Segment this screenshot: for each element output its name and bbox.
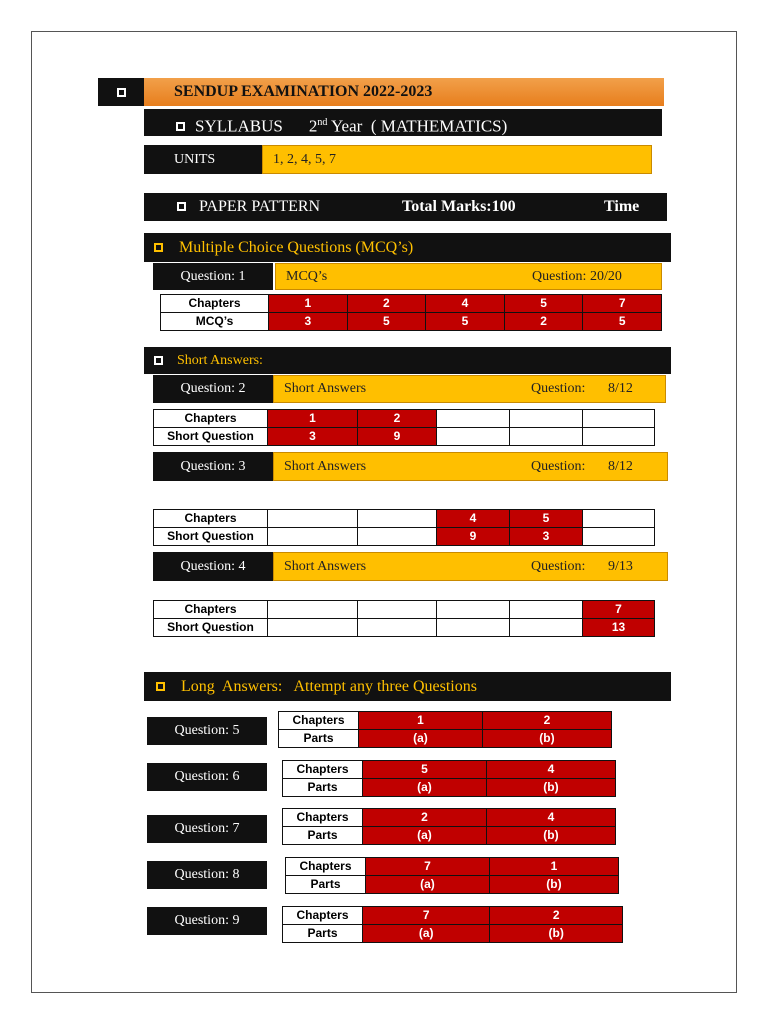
row-label: Chapters xyxy=(154,601,268,619)
table-cell xyxy=(358,528,437,546)
question-4-info-bar xyxy=(273,552,668,581)
row-label: Parts xyxy=(283,925,363,943)
row-label: Chapters xyxy=(161,295,269,313)
table-cell: (a) xyxy=(359,730,483,748)
row-label: Chapters xyxy=(286,858,366,876)
question-2-info-bar xyxy=(273,375,666,403)
table-row xyxy=(279,712,612,730)
checkbox-icon xyxy=(177,202,186,211)
table-cell: 2 xyxy=(347,295,426,313)
header-checkbox-tile xyxy=(98,78,144,106)
question-6-label: Question: 6 xyxy=(174,769,240,784)
question-9-label: Question: 9 xyxy=(174,913,240,928)
table-row xyxy=(161,313,662,331)
syllabus-label: SYLLABUS xyxy=(195,116,283,136)
question-4-type: Short Answers xyxy=(284,559,367,574)
row-label: Parts xyxy=(286,876,366,894)
units-value: 1, 2, 4, 5, 7 xyxy=(273,152,336,167)
question-4-count: 9/13 xyxy=(608,559,633,574)
units-label: UNITS xyxy=(174,152,216,167)
table-row xyxy=(283,809,616,827)
row-label: Parts xyxy=(279,730,359,748)
row-label: Short Question xyxy=(154,528,268,546)
question-3-type: Short Answers xyxy=(284,459,367,474)
question-1-label: Question: 1 xyxy=(180,268,246,284)
row-label: Chapters xyxy=(154,510,268,528)
checkbox-icon xyxy=(117,88,126,97)
question-2-label: Question: 2 xyxy=(180,381,246,396)
table-cell: 5 xyxy=(363,761,487,779)
short-section-title: Short Answers: xyxy=(177,353,263,368)
table-cell xyxy=(510,428,583,446)
table-cell xyxy=(268,619,358,637)
table-cell xyxy=(583,428,655,446)
question-5-label: Question: 5 xyxy=(174,723,240,738)
table-cell: 5 xyxy=(347,313,426,331)
table-cell xyxy=(268,601,358,619)
row-label: Parts xyxy=(283,779,363,797)
table-row xyxy=(154,510,655,528)
subject-title: ( MATHEMATICS) xyxy=(370,116,508,136)
checkbox-icon xyxy=(176,122,185,131)
mcq-section-header xyxy=(144,233,671,262)
table-row xyxy=(283,761,616,779)
table-cell: (b) xyxy=(482,730,611,748)
question-2-table xyxy=(153,409,655,446)
table-cell: 2 xyxy=(490,907,623,925)
question-1-info-bar xyxy=(275,263,662,290)
row-label: Parts xyxy=(283,827,363,845)
table-cell: (a) xyxy=(363,925,490,943)
question-5-label-tile xyxy=(147,717,267,745)
table-cell: 7 xyxy=(363,907,490,925)
checkbox-icon xyxy=(156,682,165,691)
table-row xyxy=(154,428,655,446)
table-cell: (a) xyxy=(363,827,487,845)
table-cell: 2 xyxy=(482,712,611,730)
table-row xyxy=(286,858,619,876)
table-cell xyxy=(437,410,510,428)
table-cell: (b) xyxy=(486,827,615,845)
table-row xyxy=(154,410,655,428)
table-cell: 9 xyxy=(437,528,510,546)
row-label: Chapters xyxy=(283,907,363,925)
table-cell: 1 xyxy=(489,858,618,876)
table-cell: 1 xyxy=(268,410,358,428)
table-cell: 1 xyxy=(359,712,483,730)
table-cell xyxy=(583,410,655,428)
table-cell: 2 xyxy=(358,410,437,428)
question-3-count-label: Question: xyxy=(531,459,586,474)
table-cell xyxy=(268,528,358,546)
table-cell: 5 xyxy=(426,313,505,331)
syllabus-bar xyxy=(144,109,662,136)
question-3-label-tile xyxy=(153,452,273,481)
year-superscript: nd xyxy=(317,117,328,128)
units-label-tile xyxy=(144,145,262,174)
table-cell xyxy=(358,619,437,637)
question-8-table xyxy=(285,857,619,894)
table-row xyxy=(283,827,616,845)
table-cell: 2 xyxy=(504,313,583,331)
question-4-table xyxy=(153,600,655,637)
table-cell: 4 xyxy=(437,510,510,528)
table-cell xyxy=(437,619,510,637)
table-cell: 1 xyxy=(269,295,348,313)
table-cell: 3 xyxy=(510,528,583,546)
row-label: Chapters xyxy=(154,410,268,428)
table-row xyxy=(283,925,623,943)
question-2-type: Short Answers xyxy=(284,381,367,396)
table-cell: 4 xyxy=(486,761,615,779)
question-4-label: Question: 4 xyxy=(180,558,246,574)
question-3-label: Question: 3 xyxy=(180,458,246,474)
row-label: Short Question xyxy=(154,619,268,637)
question-7-label: Question: 7 xyxy=(174,821,240,836)
question-4-label-tile xyxy=(153,552,273,581)
table-cell: (b) xyxy=(486,779,615,797)
table-cell: 9 xyxy=(358,428,437,446)
time-label: Time xyxy=(604,198,640,215)
year-word: Year xyxy=(330,116,363,136)
long-section-header xyxy=(144,672,671,701)
question-2-label-tile xyxy=(153,375,273,403)
question-6-label-tile xyxy=(147,763,267,791)
question-1-type: MCQ’s xyxy=(286,269,328,284)
paper-pattern-label: PAPER PATTERN xyxy=(199,198,321,215)
question-5-table xyxy=(278,711,612,748)
table-row xyxy=(154,619,655,637)
question-6-table xyxy=(282,760,616,797)
paper-pattern-bar xyxy=(144,193,667,221)
table-row xyxy=(286,876,619,894)
table-cell xyxy=(358,510,437,528)
table-cell xyxy=(437,428,510,446)
row-label: Short Question xyxy=(154,428,268,446)
total-marks: Total Marks:100 xyxy=(402,198,516,215)
table-cell: 4 xyxy=(426,295,505,313)
table-cell: 5 xyxy=(583,313,662,331)
table-row xyxy=(161,295,662,313)
short-section-header xyxy=(144,347,671,374)
table-row xyxy=(154,528,655,546)
exam-title: SENDUP EXAMINATION 2022-2023 xyxy=(174,83,433,100)
table-cell: 4 xyxy=(486,809,615,827)
exam-title-bar xyxy=(144,78,664,106)
table-cell xyxy=(510,619,583,637)
table-cell xyxy=(358,601,437,619)
table-cell xyxy=(268,510,358,528)
table-cell: 7 xyxy=(583,601,655,619)
mcq-chapter-table xyxy=(160,294,662,331)
question-7-label-tile xyxy=(147,815,267,843)
checkbox-icon xyxy=(154,356,163,365)
table-cell: 3 xyxy=(268,428,358,446)
row-label: Chapters xyxy=(283,809,363,827)
table-cell: (b) xyxy=(490,925,623,943)
table-cell: 13 xyxy=(583,619,655,637)
table-cell: 3 xyxy=(269,313,348,331)
mcq-section-title: Multiple Choice Questions (MCQ’s) xyxy=(179,239,414,256)
table-cell xyxy=(510,601,583,619)
question-1-count: Question: 20/20 xyxy=(532,269,622,284)
question-7-table xyxy=(282,808,616,845)
row-label: Chapters xyxy=(279,712,359,730)
table-cell xyxy=(583,528,655,546)
question-1-label-tile xyxy=(153,263,273,290)
table-row xyxy=(283,907,623,925)
question-3-count: 8/12 xyxy=(608,459,633,474)
question-3-info-bar xyxy=(273,452,668,481)
table-row xyxy=(283,779,616,797)
question-9-label-tile xyxy=(147,907,267,935)
row-label: MCQ’s xyxy=(161,313,269,331)
table-row xyxy=(154,601,655,619)
table-cell xyxy=(437,601,510,619)
question-9-table xyxy=(282,906,623,943)
table-cell: 2 xyxy=(363,809,487,827)
question-3-table xyxy=(153,509,655,546)
table-cell: (a) xyxy=(366,876,490,894)
table-cell: (b) xyxy=(489,876,618,894)
units-value-field xyxy=(262,145,652,174)
checkbox-icon xyxy=(154,243,163,252)
question-2-count: 8/12 xyxy=(608,381,633,396)
table-cell: 7 xyxy=(366,858,490,876)
question-2-count-label: Question: xyxy=(531,381,586,396)
long-section-title: Long Answers: Attempt any three Questions xyxy=(181,678,477,695)
question-8-label-tile xyxy=(147,861,267,889)
year-number: 2 xyxy=(308,116,318,136)
row-label: Chapters xyxy=(283,761,363,779)
table-cell: 5 xyxy=(510,510,583,528)
table-row xyxy=(279,730,612,748)
table-cell: (a) xyxy=(363,779,487,797)
question-8-label: Question: 8 xyxy=(174,867,240,882)
table-cell xyxy=(510,410,583,428)
table-cell: 7 xyxy=(583,295,662,313)
question-4-count-label: Question: xyxy=(531,559,586,574)
table-cell xyxy=(583,510,655,528)
table-cell: 5 xyxy=(504,295,583,313)
